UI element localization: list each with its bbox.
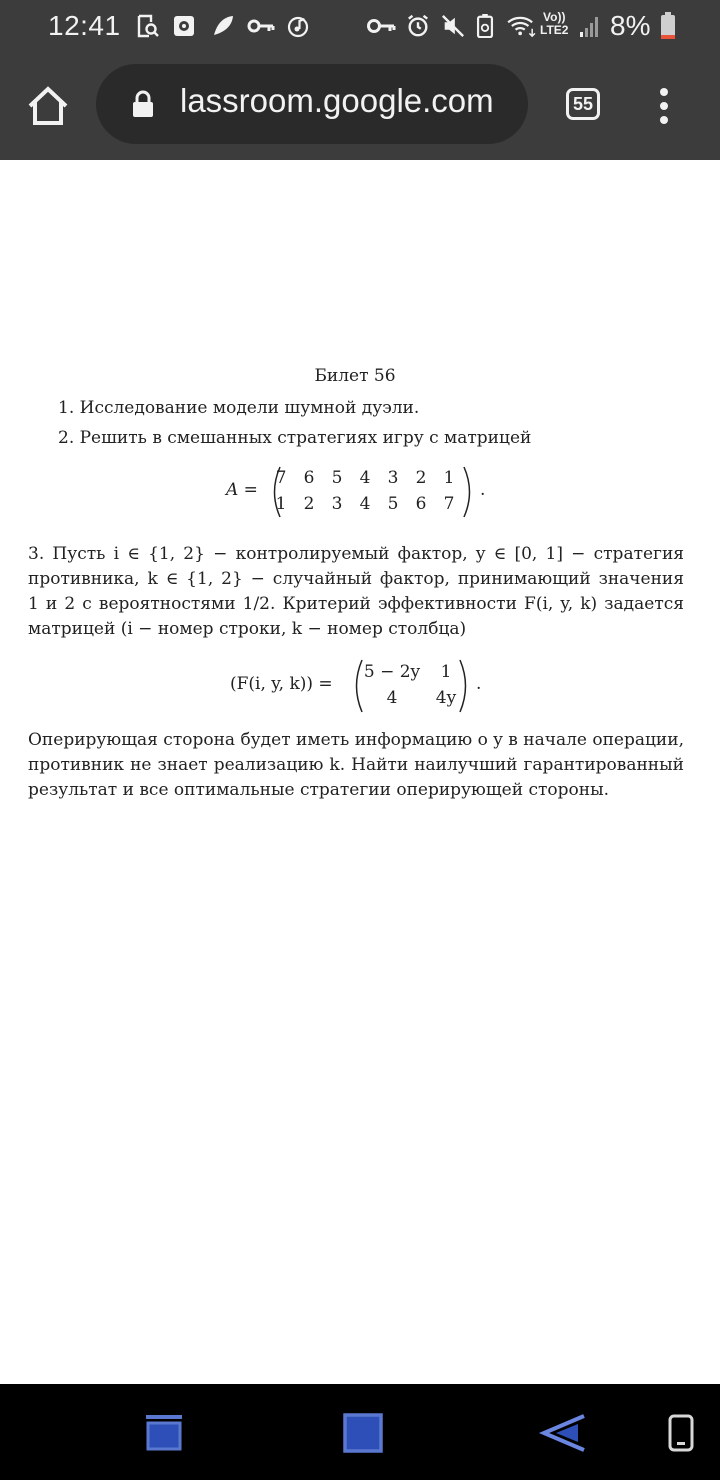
- address-bar[interactable]: [96, 64, 528, 144]
- mute-icon: [440, 14, 466, 38]
- matrix-a-cell: 2: [303, 494, 315, 514]
- more-menu-icon[interactable]: [650, 84, 678, 128]
- final-line: противник не знает реализацию k. Найти наилучший гарантированный: [28, 755, 684, 775]
- browser-toolbar: [0, 52, 720, 160]
- task-1: 1. Исследование модели шумной дуэли.: [58, 398, 420, 418]
- matrix-a-cell: 7: [275, 468, 287, 488]
- final-line: Оперирующая сторона будет иметь информацию о y в начале операции,: [28, 730, 684, 750]
- task-3-line: матрицей (i − номер строки, k − номер столбца): [28, 619, 467, 639]
- ticket-title: Билет 56: [314, 366, 396, 386]
- alarm-icon: [405, 14, 431, 38]
- tab-switcher-button[interactable]: 55: [566, 88, 600, 120]
- signal-icon: [578, 14, 602, 38]
- status-time: 12:41: [48, 10, 121, 41]
- matrix-a-cell: 6: [415, 494, 427, 514]
- task-3-line: 1 и 2 с вероятностями 1/2. Критерий эффективности F(i, y, k) задается: [28, 594, 684, 614]
- matrix-a-cell: 3: [387, 468, 399, 488]
- home-square-icon[interactable]: [340, 1410, 386, 1456]
- music-icon: [287, 14, 311, 38]
- matrix-a-period: .: [480, 480, 486, 500]
- matrix-f-cell: 1: [440, 662, 452, 682]
- task-3: [28, 542, 684, 642]
- task-3-line: 3. Пусть i ∈ {1, 2} − контролируемый фактор, y ∈ [0, 1] − стратегия: [28, 544, 684, 564]
- matrix-a-cell: 4: [359, 494, 371, 514]
- matrix-f-label: (F(i, y, k)) =: [230, 674, 333, 694]
- matrix-f-period: .: [476, 674, 482, 694]
- battery-icon: [660, 12, 676, 40]
- vpn-key-icon: [366, 14, 396, 38]
- home-icon[interactable]: [26, 84, 70, 128]
- matrix-a-cell: 1: [275, 494, 287, 514]
- matrix-a-cell: 5: [387, 494, 399, 514]
- key-icon: [247, 14, 275, 38]
- battery-percent: 8%: [610, 10, 651, 41]
- matrix-a-cell: 6: [303, 468, 315, 488]
- final-paragraph: [28, 728, 684, 803]
- matrix-a-cell: 3: [331, 494, 343, 514]
- matrix-a-cell: 1: [443, 468, 455, 488]
- final-line: результат и все оптимальные стратегии оперирующей стороны.: [28, 780, 609, 800]
- matrix-f-cell: 4y: [435, 688, 457, 708]
- pdf-document[interactable]: [0, 160, 720, 1384]
- system-nav-bar: [0, 1384, 720, 1480]
- back-arrow-icon[interactable]: [538, 1410, 590, 1456]
- screen-rotate-icon[interactable]: [666, 1410, 696, 1456]
- matrix-a-cell: 2: [415, 468, 427, 488]
- wifi-icon: [505, 14, 539, 38]
- lock-icon: [132, 90, 154, 118]
- task-2: 2. Решить в смешанных стратегиях игру с матрицей: [58, 428, 532, 448]
- task-3-line: противника, k ∈ {1, 2} − случайный фактор, принимающий значения: [28, 569, 684, 589]
- matrix-f-cell: 5 − 2y: [363, 662, 421, 682]
- photo-icon: [173, 14, 195, 38]
- matrix-a-cell: 5: [331, 468, 343, 488]
- recent-apps-icon[interactable]: [140, 1410, 188, 1456]
- feather-icon: [211, 14, 235, 38]
- url-text: lassroom.google.com: [180, 82, 494, 119]
- battery-saver-icon: [476, 14, 494, 38]
- search-icon: [136, 14, 160, 38]
- matrix-a-label: A =: [226, 480, 258, 500]
- matrix-a-cell: 4: [359, 468, 371, 488]
- status-bar: [0, 0, 720, 52]
- matrix-f-cell: 4: [386, 688, 398, 708]
- matrix-a-cell: 7: [443, 494, 455, 514]
- network-label: Vo)) LTE2: [540, 10, 569, 37]
